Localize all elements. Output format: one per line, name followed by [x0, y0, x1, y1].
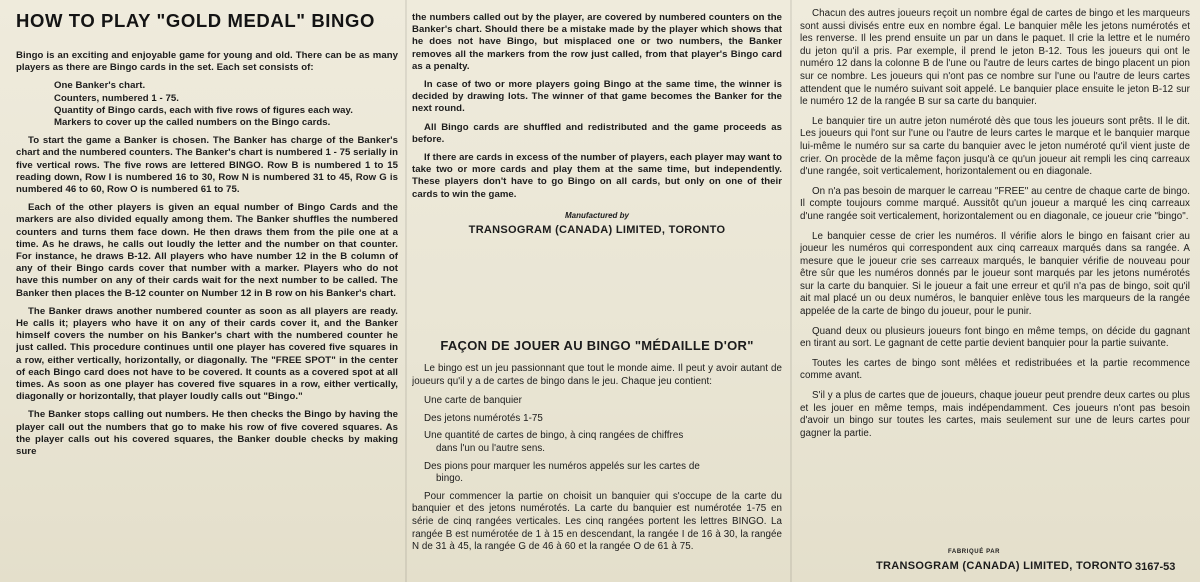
- list-item: Markers to cover up the called numbers on the Bingo cards.: [54, 117, 331, 129]
- english-column-1: [16, 0, 398, 582]
- list-item-continuation: dans l'un ou l'autre sens.: [436, 442, 546, 454]
- fold-line: [790, 0, 792, 582]
- english-paragraph: The Banker stops calling out numbers. He then checks the Bingo by having the player call out the numbers that go to make his row of five covered squares. As the player calls out his covered squares, the Banker double checks by making sure: [16, 409, 398, 458]
- english-continuation: [412, 12, 782, 236]
- english-contents-list: [16, 80, 398, 129]
- list-item-text: Une quantité de cartes de bingo, à cinq rangées de chiffres: [424, 430, 684, 442]
- french-paragraph: On n'a pas besoin de marquer le carreau "FREE" au centre de chaque carte de bingo. Il compte toujours comme marqué. Aussitôt qu'un joueur a marqué les cinq carreaux d'une rangée soit verticalement, horizontalement ou en diagonale, ce joueur crie "bingo".: [800, 185, 1190, 222]
- list-item: [424, 395, 782, 408]
- list-item: One Banker's chart.: [54, 80, 146, 92]
- list-item: [424, 461, 782, 486]
- french-paragraph: Le banquier cesse de crier les numéros. Il vérifie alors le bingo en faisant crier au joueur les numéros qui correspondent aux cinq carreaux marqués dans sa rangée. A mesure que le joueur crie ses carreaux marqués, le banquier vérifie de nouveau pour être sûr que les numéros donnés par le joueur sont marqués par les jetons numérotés sur la carte du banquier. Si le joueur a fait une erreur et qu'il n'a pas de bingo, soit qu'il ait mal placé un ou deux numéros, le banquier enlève tous les marqueurs de la rangée appelée de la carte de bingo du joueur, pour le punir.: [800, 230, 1190, 318]
- english-paragraph: The Banker draws another numbered counter as soon as all players are ready. He calls it; players who have it on any of their cards cover it, and the Banker himself covers the number on his Banker's chart with the numbered counter he just called. This procedure continues until one player has covered five squares in a row, either vertically, horizontally, or diagonally. The "FREE SPOT" in the center of each Bingo card does not have to be covered. It counts as a covered spot at all times. As soon as one player has covered five squares in a row, either vertically, diagonally or horizontally, that player loudly calls out "Bingo.": [16, 305, 398, 403]
- french-paragraph: Le banquier tire un autre jeton numéroté dès que tous les joueurs sont prêts. Il le dit. Les joueurs qui l'ont sur l'une ou l'autre de leurs cartes le marque et le banquier marque lui-même le numéro sur sa carte du banquier avec le jeton numéroté qu'il vient juste de crier. On procède de la même façon jusqu'à ce qu'un joueur ait rempli les cinq carreaux d'une rangée, soit verticalement, horizontalement ou en diagonale.: [800, 115, 1190, 178]
- list-item-text: Des pions pour marquer les numéros appelés sur les cartes de: [424, 460, 700, 472]
- french-paragraph: Chacun des autres joueurs reçoit un nombre égal de cartes de bingo et les marqueurs sont aussi divisés entre eux en nombre égal. Le banquier mêle les jetons numérotés et les renverse. Il les prend ensuite un par un dans le paquet. Il crie la lettre et le numéro du jeton qu'il a pris. Par exemple, il prend le jeton B-12. Tous les joueurs qui ont le numéro 12 dans la colonne B de l'une ou l'autre de leurs cartes de bingo placent un pion sur ce nombre. Les joueurs qui n'ont pas ce nombre sur l'une ou l'autre de leurs cartes attendent que le numéro suivant soit appelé. Le banquier place ensuite le jeton B-12 sur le numéro 12 de la rangée B sur sa carte du banquier.: [800, 8, 1190, 108]
- french-contents-list: [412, 395, 782, 486]
- english-paragraph: If there are cards in excess of the number of players, each player may want to take two or more cards and play them at the same time, but independently. These players don't have to go Bingo on all cards, but only on one of their cards to win the game.: [412, 152, 782, 200]
- french-paragraph: Pour commencer la partie on choisit un banquier qui s'occupe de la carte du banquier et des jetons numérotés. La carte du banquier est numérotée 1-75 en série de cinq rangées verticales. Les cinq rangées portent les lettres BINGO. La rangée B est numérotée de 1 à 15 en descendant, la rangée I de 16 à 30, la rangée N de 31 à 45, la rangée G de 46 à 60 et la rangée O de 61 à 75.: [412, 490, 782, 553]
- french-paragraph: Toutes les cartes de bingo sont mêlées et redistribuées et la partie recommence comme avant.: [800, 357, 1190, 382]
- french-paragraph: S'il y a plus de cartes que de joueurs, chaque joueur peut prendre deux cartes ou plus et les jouer en même temps, mais indépendamment. Ces joueurs n'ont pas besoin d'avoir un bingo sur toutes les cartes, mais seulement sur une de leurs cartes pour gagner la partie.: [800, 390, 1190, 439]
- fold-line: [405, 0, 407, 582]
- manufacturer-name: TRANSOGRAM (CANADA) LIMITED, TORONTO: [468, 223, 726, 236]
- catalog-code: 3167-53: [1135, 561, 1176, 573]
- list-item-text: Une carte de banquier: [424, 395, 522, 407]
- french-column-continued: [800, 0, 1190, 582]
- french-continuation: [800, 8, 1190, 440]
- english-paragraph: All Bingo cards are shuffled and redistributed and the game proceeds as before.: [412, 121, 782, 145]
- manufacturer-name-french: TRANSOGRAM (CANADA) LIMITED, TORONTO: [876, 560, 1133, 572]
- list-item-text: Des jetons numérotés 1-75: [424, 412, 543, 424]
- manufactured-by-label: Manufactured by: [564, 210, 629, 220]
- list-item: Quantity of Bingo cards, each with five rows of figures each way.: [54, 104, 353, 116]
- english-intro: Bingo is an exciting and enjoyable game for young and old. There can be as many players as there are Bingo cards in the set. Each set consists of:: [16, 50, 398, 74]
- list-item: Counters, numbered 1 - 75.: [54, 92, 179, 104]
- english-title: HOW TO PLAY "GOLD MEDAL" BINGO: [16, 10, 375, 31]
- french-title: FAÇON DE JOUER AU BINGO "MÉDAILLE D'OR": [440, 338, 754, 353]
- english-paragraph: To start the game a Banker is chosen. The Banker has charge of the Banker's chart and the numbered counters. The Banker's chart is numbered 1 - 75 serially in five vertical rows. The five rows are lettered BINGO. Row B is numbered 1 to 15 reading down, Row I is numbered 16 to 30, Row N is numbered 31 to 45, Row G is numbered 46 to 60, Row O is numbered 61 to 75.: [16, 135, 398, 196]
- list-item: [424, 430, 782, 455]
- french-intro: Le bingo est un jeu passionnant que tout le monde aime. Il peut y avoir autant de joueurs qu'il y a de cartes de bingo dans le jeu. Chaque jeu contient:: [412, 363, 782, 387]
- list-item-continuation: bingo.: [436, 473, 463, 485]
- fabrique-par-label: FABRIQUÉ PAR: [948, 549, 1001, 555]
- english-paragraph: In case of two or more players going Bingo at the same time, the winner is decided by drawing lots. The winner of that game becomes the Banker for the next round.: [412, 79, 782, 115]
- list-item: [424, 413, 782, 426]
- english-paragraph: Each of the other players is given an equal number of Bingo Cards and the markers are also divided equally among them. The Banker shuffles the numbered counters and turns them face down. He then draws them from the pile one at a time. As he draws, he calls out loudly the letter and the number on that counter. For instance, he draws B-12. All players who have number 12 in the B column of any of their Bingo cards cover that number with a marker. Players who do not have this number on any of their cards wait for the next number to be called. The Banker then places the B-12 counter on Number 12 in B row on his Banker's chart.: [16, 202, 398, 299]
- middle-column: [412, 0, 782, 582]
- french-section: [412, 338, 782, 561]
- english-paragraph: the numbers called out by the player, are covered by numbered counters on the Banker's chart. Should there be a mistake made by the player which shows that he does not have Bingo, but misplaced one or two numbers, the Banker removes all the markers from the row just called, from that player's Bingo card as a penalty.: [412, 12, 782, 72]
- french-paragraph: Quand deux ou plusieurs joueurs font bingo en même temps, on décide du gagnant en tirant au sort. Le gagnant de cette partie devient banquier pour la partie suivante.: [800, 325, 1190, 350]
